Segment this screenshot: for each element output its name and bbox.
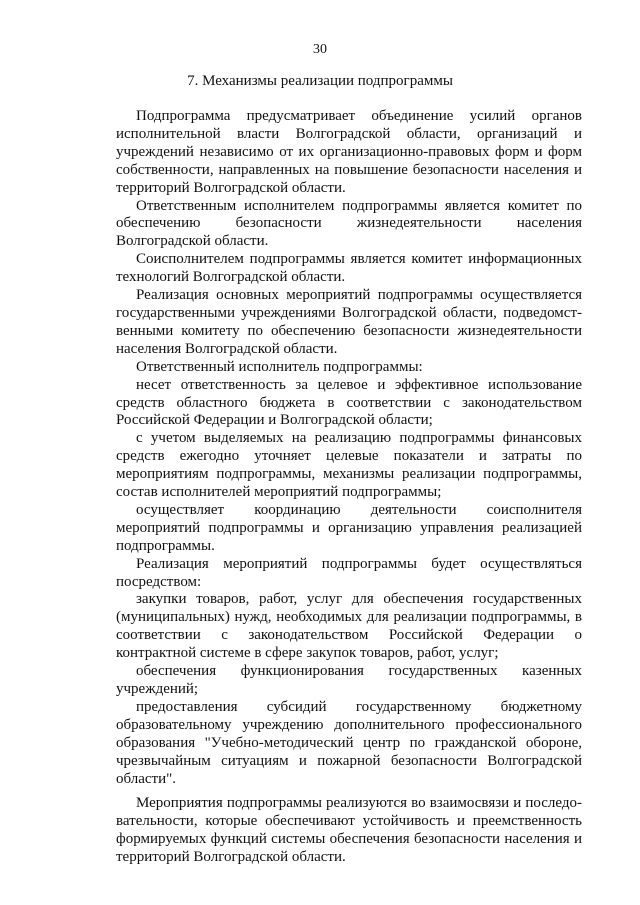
paragraph: предоставления субсидий государственному бюджетному образовательному учреждению дополнительного профессионального образования "Учебно-методический центр по гражданской обороне, чрезвычайным ситуациям и пожарной безопасности Волгоградской области". (116, 698, 582, 787)
paragraph: Реализация мероприятий подпрограммы будет осуществляться посредством: (116, 555, 582, 590)
page-number: 30 (313, 42, 327, 57)
paragraph: Ответственным исполнителем подпрограммы является комитет по обеспечению безопасности жизнедеятельности населения Волгоградской области. (116, 197, 582, 250)
paragraph: закупки товаров, работ, услуг для обеспечения государственных (муниципальных) нужд, необходимых для реализации подпрограммы, в соответствии с законодательством Российской Федерации о контрактной системе в сфере закупок товаров, работ, услуг; (116, 591, 582, 662)
section-heading: 7. Механизмы реализации подпрограммы (187, 73, 453, 89)
paragraph: Соисполнителем подпрограммы является комитет информационных технологий Волгоградской области. (116, 251, 582, 286)
paragraph: Реализация основных мероприятий подпрограммы осуществляется государственными учреждениями Волгоградской области, подведомственными комитету по обеспечению безопасности жизнедеятельности населения Волгоградской области. (116, 287, 582, 357)
paragraph: Ответственный исполнитель подпрограммы: (136, 358, 423, 375)
paragraph: Мероприятия подпрограммы реализуются во взаимосвязи и последовательности, которые обеспечивают устойчивость и преемственность формируемых функций системы обеспечения безопасности населения и территорий Волгоградской области. (116, 795, 582, 866)
paragraph: Подпрограмма предусматривает объединение усилий органов исполнительной власти Волгоградской области, организаций и учреждений независимо от их организационно-правовых форм и форм собственности, направленных на повышение безопасности населения и территорий Волгоградской области. (116, 108, 582, 196)
paragraph: обеспечения функционирования государственных казенных учреждений; (116, 663, 582, 697)
paragraph: несет ответственность за целевое и эффективное использование средств областного бюджета в соответствии с законодательством Российской Федерации и Волгоградской области; (116, 376, 582, 429)
paragraph: с учетом выделяемых на реализацию подпрограммы финансовых средств ежегодно уточняет целевые показатели и затраты по мероприятиям подпрограммы, механизмы реализации подпрограммы, состав исполнителей мероприятий подпрограммы; (116, 430, 582, 501)
document-body (116, 108, 582, 867)
paragraph: осуществляет координацию деятельности соисполнителя мероприятий подпрограммы и организацию управления реализацией подпрограммы. (116, 501, 582, 554)
